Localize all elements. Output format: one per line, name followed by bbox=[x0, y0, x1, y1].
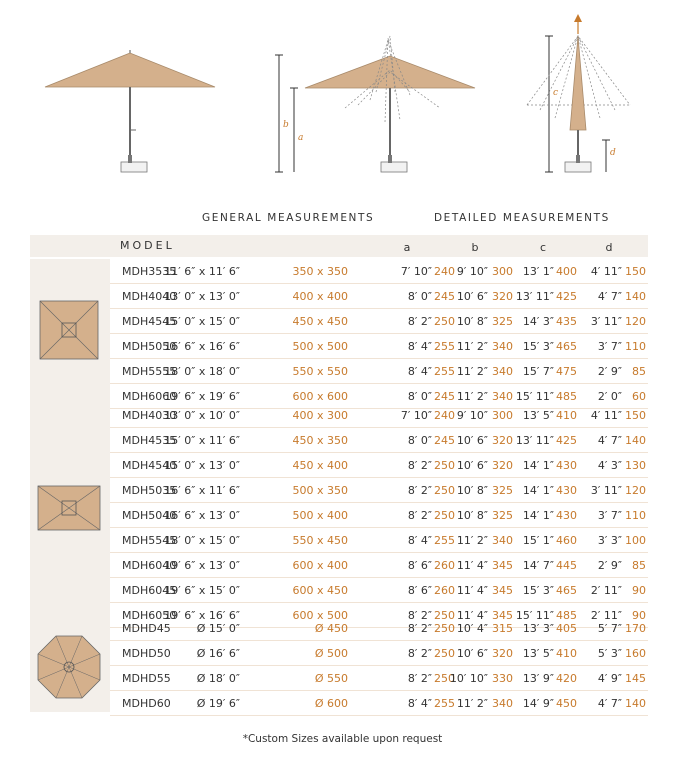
cell-am: 250 bbox=[434, 672, 455, 685]
cell-cm: 485 bbox=[556, 390, 577, 403]
cell-model: MDH4030 bbox=[122, 409, 177, 422]
cell-dm: 130 bbox=[625, 459, 646, 472]
cell-dm: 120 bbox=[625, 484, 646, 497]
model-header: MODEL bbox=[120, 239, 175, 252]
cell-bi: 11′ 2″ bbox=[456, 365, 488, 378]
cell-di: 5′ 3″ bbox=[597, 647, 622, 660]
cell-bi: 11′ 2″ bbox=[456, 534, 488, 547]
table-row bbox=[110, 259, 648, 284]
cell-am: 255 bbox=[434, 365, 455, 378]
cell-ai: 8′ 2″ bbox=[407, 672, 432, 685]
cell-model: MDH6060 bbox=[122, 390, 177, 403]
cell-di: 3′ 11″ bbox=[590, 484, 622, 497]
square-canopy-icon bbox=[30, 259, 110, 403]
table-header bbox=[30, 235, 648, 257]
cell-gi: 18′ 0″ x 18′ 0″ bbox=[164, 365, 240, 378]
cell-cm: 465 bbox=[556, 340, 577, 353]
cell-am: 255 bbox=[434, 340, 455, 353]
cell-cm: 400 bbox=[556, 265, 577, 278]
cell-am: 250 bbox=[434, 622, 455, 635]
table-row bbox=[110, 453, 648, 478]
cell-bi: 9′ 10″ bbox=[456, 409, 488, 422]
table-row bbox=[110, 503, 648, 528]
cell-cm: 425 bbox=[556, 434, 577, 447]
label-d: d bbox=[610, 148, 616, 158]
cell-bi: 10′ 6″ bbox=[456, 290, 488, 303]
cell-bi: 11′ 2″ bbox=[456, 697, 488, 710]
table-row bbox=[110, 641, 648, 666]
cell-bm: 320 bbox=[492, 647, 513, 660]
cell-model: MDH6040 bbox=[122, 559, 177, 572]
cell-gm: 500 x 500 bbox=[292, 340, 348, 353]
cell-model: MDH4545 bbox=[122, 315, 177, 328]
cell-gm: 400 x 300 bbox=[292, 409, 348, 422]
cell-am: 245 bbox=[434, 290, 455, 303]
table-row bbox=[110, 578, 648, 603]
cell-ci: 15′ 7″ bbox=[522, 365, 554, 378]
cell-ci: 15′ 11″ bbox=[515, 609, 554, 622]
cell-cm: 475 bbox=[556, 365, 577, 378]
cell-model: MDH6050 bbox=[122, 609, 177, 622]
cell-di: 3′ 3″ bbox=[597, 534, 622, 547]
cell-bi: 10′ 4″ bbox=[456, 622, 488, 635]
cell-gi: 19′ 6″ x 16′ 6″ bbox=[164, 609, 240, 622]
cell-model: MDH5555 bbox=[122, 365, 177, 378]
cell-gm: 350 x 350 bbox=[292, 265, 348, 278]
cell-ai: 8′ 4″ bbox=[407, 365, 432, 378]
cell-bm: 340 bbox=[492, 340, 513, 353]
cell-gm: 450 x 400 bbox=[292, 459, 348, 472]
cell-model: MDHD50 bbox=[122, 647, 171, 660]
cell-gm: Ø 550 bbox=[314, 672, 348, 685]
cell-dm: 140 bbox=[625, 697, 646, 710]
cell-dm: 145 bbox=[625, 672, 646, 685]
cell-di: 2′ 9″ bbox=[597, 365, 622, 378]
cell-cm: 430 bbox=[556, 509, 577, 522]
cell-am: 250 bbox=[434, 484, 455, 497]
cell-gi: 16′ 6″ x 13′ 0″ bbox=[164, 509, 240, 522]
cell-bi: 11′ 2″ bbox=[456, 390, 488, 403]
table-row bbox=[110, 309, 648, 334]
cell-cm: 425 bbox=[556, 290, 577, 303]
cell-ai: 8′ 0″ bbox=[407, 434, 432, 447]
table-row bbox=[110, 528, 648, 553]
cell-ai: 8′ 2″ bbox=[407, 484, 432, 497]
cell-model: MDHD60 bbox=[122, 697, 171, 710]
cell-gi: 16′ 6″ x 16′ 6″ bbox=[164, 340, 240, 353]
cell-ci: 15′ 11″ bbox=[515, 390, 554, 403]
cell-am: 240 bbox=[434, 409, 455, 422]
cell-dm: 150 bbox=[625, 265, 646, 278]
cell-ci: 14′ 7″ bbox=[522, 559, 554, 572]
cell-model: MDH5035 bbox=[122, 484, 177, 497]
col-b-header: b bbox=[471, 241, 479, 254]
cell-di: 2′ 11″ bbox=[590, 584, 622, 597]
cell-di: 4′ 7″ bbox=[597, 697, 622, 710]
cell-model: MDH5545 bbox=[122, 534, 177, 547]
cell-gm: 450 x 350 bbox=[292, 434, 348, 447]
cell-gm: 500 x 350 bbox=[292, 484, 348, 497]
custom-sizes-note: *Custom Sizes available upon request bbox=[242, 733, 443, 745]
cell-gi: Ø 19′ 6″ bbox=[196, 697, 240, 710]
table-row bbox=[110, 666, 648, 691]
rectangle-group bbox=[30, 403, 648, 622]
octagon-canopy-icon bbox=[30, 616, 110, 712]
cell-dm: 150 bbox=[625, 409, 646, 422]
cell-gi: 11′ 6″ x 11′ 6″ bbox=[164, 265, 240, 278]
cell-gi: 15′ 0″ x 13′ 0″ bbox=[164, 459, 240, 472]
table-row bbox=[110, 691, 648, 716]
cell-gm: 450 x 450 bbox=[292, 315, 348, 328]
table-row bbox=[110, 284, 648, 309]
cell-am: 250 bbox=[434, 609, 455, 622]
cell-cm: 435 bbox=[556, 315, 577, 328]
cell-ai: 7′ 10″ bbox=[400, 409, 432, 422]
cell-ai: 8′ 6″ bbox=[407, 584, 432, 597]
cell-bi: 10′ 8″ bbox=[456, 509, 488, 522]
cell-model: MDH5050 bbox=[122, 340, 177, 353]
cell-di: 4′ 7″ bbox=[597, 434, 622, 447]
cell-gm: 600 x 500 bbox=[292, 609, 348, 622]
cell-ci: 15′ 3″ bbox=[522, 340, 554, 353]
table-row bbox=[110, 403, 648, 428]
umbrella-tilt-diagram bbox=[275, 36, 475, 172]
cell-bi: 10′ 6″ bbox=[456, 459, 488, 472]
cell-cm: 445 bbox=[556, 559, 577, 572]
cell-bm: 330 bbox=[492, 672, 513, 685]
cell-ai: 8′ 2″ bbox=[407, 459, 432, 472]
cell-ci: 14′ 3″ bbox=[522, 315, 554, 328]
cell-cm: 420 bbox=[556, 672, 577, 685]
cell-bi: 11′ 4″ bbox=[456, 609, 488, 622]
cell-gi: 19′ 6″ x 19′ 6″ bbox=[164, 390, 240, 403]
cell-ci: 13′ 1″ bbox=[522, 265, 554, 278]
cell-bi: 10′ 10″ bbox=[449, 672, 488, 685]
table-row bbox=[110, 359, 648, 384]
cell-di: 3′ 11″ bbox=[590, 315, 622, 328]
cell-bm: 325 bbox=[492, 315, 513, 328]
cell-model: MDH4540 bbox=[122, 459, 177, 472]
cell-bm: 345 bbox=[492, 584, 513, 597]
cell-ai: 7′ 10″ bbox=[400, 265, 432, 278]
cell-am: 250 bbox=[434, 459, 455, 472]
cell-am: 245 bbox=[434, 390, 455, 403]
cell-ai: 8′ 2″ bbox=[407, 609, 432, 622]
cell-dm: 90 bbox=[632, 609, 646, 622]
cell-gm: Ø 500 bbox=[314, 647, 348, 660]
cell-ci: 15′ 1″ bbox=[522, 534, 554, 547]
cell-di: 4′ 11″ bbox=[590, 265, 622, 278]
label-a: a bbox=[298, 133, 304, 143]
cell-gm: 600 x 400 bbox=[292, 559, 348, 572]
cell-ci: 14′ 1″ bbox=[522, 484, 554, 497]
cell-di: 3′ 7″ bbox=[597, 340, 622, 353]
cell-ai: 8′ 2″ bbox=[407, 315, 432, 328]
cell-ci: 14′ 1″ bbox=[522, 459, 554, 472]
cell-bm: 340 bbox=[492, 390, 513, 403]
cell-ai: 8′ 2″ bbox=[407, 509, 432, 522]
cell-di: 4′ 3″ bbox=[597, 459, 622, 472]
cell-bm: 315 bbox=[492, 622, 513, 635]
cell-dm: 170 bbox=[625, 622, 646, 635]
cell-bm: 320 bbox=[492, 434, 513, 447]
cell-dm: 85 bbox=[632, 559, 646, 572]
cell-bi: 10′ 8″ bbox=[456, 315, 488, 328]
cell-gi: 13′ 0″ x 10′ 0″ bbox=[164, 409, 240, 422]
cell-bi: 11′ 2″ bbox=[456, 340, 488, 353]
cell-dm: 160 bbox=[625, 647, 646, 660]
cell-bm: 320 bbox=[492, 459, 513, 472]
cell-gi: 19′ 6″ x 13′ 0″ bbox=[164, 559, 240, 572]
general-measurements-title: GENERAL MEASUREMENTS bbox=[202, 212, 375, 224]
table-row bbox=[110, 334, 648, 359]
cell-di: 5′ 7″ bbox=[597, 622, 622, 635]
cell-bm: 300 bbox=[492, 409, 513, 422]
cell-bm: 300 bbox=[492, 265, 513, 278]
cell-cm: 410 bbox=[556, 647, 577, 660]
cell-di: 2′ 9″ bbox=[597, 559, 622, 572]
cell-dm: 90 bbox=[632, 584, 646, 597]
cell-dm: 85 bbox=[632, 365, 646, 378]
cell-cm: 460 bbox=[556, 534, 577, 547]
cell-bi: 11′ 4″ bbox=[456, 584, 488, 597]
cell-ci: 13′ 3″ bbox=[522, 622, 554, 635]
cell-ai: 8′ 6″ bbox=[407, 559, 432, 572]
cell-ci: 13′ 11″ bbox=[515, 434, 554, 447]
cell-di: 2′ 11″ bbox=[590, 609, 622, 622]
cell-cm: 485 bbox=[556, 609, 577, 622]
cell-gm: 550 x 450 bbox=[292, 534, 348, 547]
cell-model: MDH6045 bbox=[122, 584, 177, 597]
cell-ai: 8′ 4″ bbox=[407, 534, 432, 547]
cell-bm: 340 bbox=[492, 534, 513, 547]
cell-ai: 8′ 0″ bbox=[407, 390, 432, 403]
cell-di: 3′ 7″ bbox=[597, 509, 622, 522]
cell-bi: 10′ 6″ bbox=[456, 647, 488, 660]
cell-cm: 410 bbox=[556, 409, 577, 422]
cell-di: 2′ 0″ bbox=[597, 390, 622, 403]
table-row bbox=[110, 478, 648, 503]
cell-gm: 600 x 600 bbox=[292, 390, 348, 403]
cell-ci: 13′ 9″ bbox=[522, 672, 554, 685]
col-d-header: d bbox=[605, 241, 613, 254]
cell-dm: 140 bbox=[625, 290, 646, 303]
cell-dm: 60 bbox=[632, 390, 646, 403]
cell-ai: 8′ 2″ bbox=[407, 647, 432, 660]
cell-ci: 14′ 9″ bbox=[522, 697, 554, 710]
cell-ai: 8′ 2″ bbox=[407, 622, 432, 635]
cell-gm: 400 x 400 bbox=[292, 290, 348, 303]
octagon-group bbox=[30, 616, 648, 712]
cell-model: MDH4535 bbox=[122, 434, 177, 447]
cell-gm: Ø 450 bbox=[314, 622, 348, 635]
cell-gi: 15′ 0″ x 15′ 0″ bbox=[164, 315, 240, 328]
cell-bm: 325 bbox=[492, 509, 513, 522]
cell-am: 255 bbox=[434, 534, 455, 547]
cell-am: 250 bbox=[434, 647, 455, 660]
cell-model: MDH3535 bbox=[122, 265, 177, 278]
cell-am: 255 bbox=[434, 697, 455, 710]
cell-gm: 550 x 550 bbox=[292, 365, 348, 378]
detailed-measurements-title: DETAILED MEASUREMENTS bbox=[434, 212, 610, 224]
cell-ci: 14′ 1″ bbox=[522, 509, 554, 522]
cell-am: 245 bbox=[434, 434, 455, 447]
cell-model: MDHD55 bbox=[122, 672, 171, 685]
cell-ci: 15′ 3″ bbox=[522, 584, 554, 597]
cell-am: 240 bbox=[434, 265, 455, 278]
col-c-header: c bbox=[539, 241, 547, 254]
cell-bi: 9′ 10″ bbox=[456, 265, 488, 278]
table-row bbox=[110, 428, 648, 453]
square-group bbox=[30, 259, 648, 403]
label-b: b bbox=[283, 120, 289, 130]
cell-gi: 19′ 6″ x 15′ 0″ bbox=[164, 584, 240, 597]
cell-di: 4′ 11″ bbox=[590, 409, 622, 422]
label-c: c bbox=[553, 88, 559, 98]
cell-am: 250 bbox=[434, 509, 455, 522]
cell-gm: 600 x 450 bbox=[292, 584, 348, 597]
cell-bm: 345 bbox=[492, 609, 513, 622]
cell-dm: 110 bbox=[625, 509, 646, 522]
cell-dm: 100 bbox=[625, 534, 646, 547]
cell-dm: 110 bbox=[625, 340, 646, 353]
cell-ci: 13′ 5″ bbox=[522, 409, 554, 422]
cell-am: 260 bbox=[434, 559, 455, 572]
cell-am: 260 bbox=[434, 584, 455, 597]
col-a-header: a bbox=[403, 241, 411, 254]
cell-bm: 320 bbox=[492, 290, 513, 303]
cell-am: 250 bbox=[434, 315, 455, 328]
cell-ai: 8′ 4″ bbox=[407, 340, 432, 353]
square-shape-panel bbox=[30, 259, 110, 403]
cell-gi: 13′ 0″ x 13′ 0″ bbox=[164, 290, 240, 303]
cell-ai: 8′ 0″ bbox=[407, 290, 432, 303]
cell-gi: Ø 18′ 0″ bbox=[196, 672, 240, 685]
cell-gi: Ø 15′ 0″ bbox=[196, 622, 240, 635]
cell-ci: 13′ 5″ bbox=[522, 647, 554, 660]
cell-cm: 430 bbox=[556, 459, 577, 472]
cell-bm: 345 bbox=[492, 559, 513, 572]
cell-model: MDHD45 bbox=[122, 622, 171, 635]
cell-cm: 465 bbox=[556, 584, 577, 597]
umbrella-open-diagram bbox=[45, 50, 215, 172]
cell-bi: 10′ 6″ bbox=[456, 434, 488, 447]
cell-gm: 500 x 400 bbox=[292, 509, 348, 522]
table-row bbox=[110, 616, 648, 641]
octagon-shape-panel bbox=[30, 616, 110, 712]
umbrella-closed-diagram bbox=[527, 14, 630, 172]
rectangle-canopy-icon bbox=[30, 403, 110, 616]
cell-di: 4′ 9″ bbox=[597, 672, 622, 685]
cell-ai: 8′ 4″ bbox=[407, 697, 432, 710]
cell-gi: 16′ 6″ x 11′ 6″ bbox=[164, 484, 240, 497]
rectangle-shape-panel bbox=[30, 403, 110, 616]
table-row bbox=[110, 553, 648, 578]
umbrella-diagrams bbox=[0, 0, 685, 190]
cell-model: MDH5040 bbox=[122, 509, 177, 522]
cell-dm: 120 bbox=[625, 315, 646, 328]
cell-dm: 140 bbox=[625, 434, 646, 447]
cell-di: 4′ 7″ bbox=[597, 290, 622, 303]
cell-bm: 325 bbox=[492, 484, 513, 497]
cell-cm: 430 bbox=[556, 484, 577, 497]
cell-cm: 450 bbox=[556, 697, 577, 710]
cell-gi: 15′ 0″ x 11′ 6″ bbox=[164, 434, 240, 447]
cell-ci: 13′ 11″ bbox=[515, 290, 554, 303]
cell-model: MDH4040 bbox=[122, 290, 177, 303]
cell-bi: 11′ 4″ bbox=[456, 559, 488, 572]
cell-bm: 340 bbox=[492, 697, 513, 710]
cell-bi: 10′ 8″ bbox=[456, 484, 488, 497]
cell-bm: 340 bbox=[492, 365, 513, 378]
cell-gi: 18′ 0″ x 15′ 0″ bbox=[164, 534, 240, 547]
cell-gi: Ø 16′ 6″ bbox=[196, 647, 240, 660]
cell-gm: Ø 600 bbox=[314, 697, 348, 710]
cell-cm: 405 bbox=[556, 622, 577, 635]
